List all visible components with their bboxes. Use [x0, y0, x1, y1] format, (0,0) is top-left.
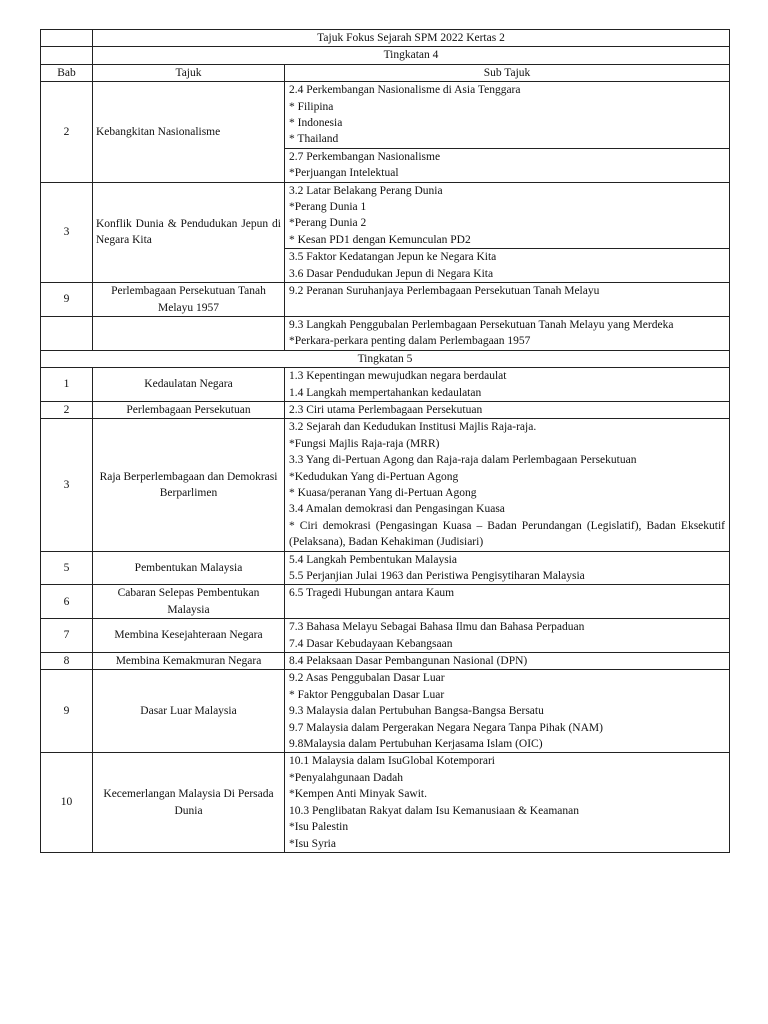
tajuk-cell: Dasar Luar Malaysia	[93, 670, 285, 753]
bab-cell: 9	[41, 670, 93, 753]
sub-tajuk-cell	[285, 316, 730, 350]
sub-tajuk-line: 2.7 Perkembangan Nasionalisme	[289, 150, 441, 163]
bab-cell: 3	[41, 419, 93, 551]
table-row	[41, 401, 730, 418]
section-label-tingkatan-4: Tingkatan 4	[93, 47, 730, 64]
sub-tajuk-line: 8.4 Pelaksaan Dasar Pembangunan Nasional (DPN)	[289, 655, 528, 668]
sub-tajuk-cell	[285, 551, 730, 585]
sub-tajuk-line: * Indonesia	[289, 117, 343, 130]
table-row	[41, 585, 730, 619]
corner-cell	[41, 47, 93, 64]
sub-tajuk-line: *Isu Syria	[289, 837, 336, 850]
tajuk-cell: Perlembagaan Persekutuan Tanah Melayu 1957	[93, 283, 285, 317]
tajuk-cell: Cabaran Selepas Pembentukan Malaysia	[93, 585, 285, 619]
table-row	[41, 619, 730, 653]
section-label-tingkatan-5: Tingkatan 5	[41, 350, 730, 367]
sub-tajuk-cell	[285, 401, 730, 418]
tajuk-cell: Konflik Dunia & Pendudukan Jepun di Negara Kita	[93, 182, 285, 282]
sub-tajuk-line: 1.3 Kepentingan mewujudkan negara berdaulat	[289, 370, 507, 383]
sub-tajuk-line: 9.7 Malaysia dalam Pergerakan Negara Negara Tanpa Pihak (NAM)	[289, 721, 603, 734]
table-row	[41, 653, 730, 670]
sub-tajuk-cell	[285, 753, 730, 852]
tajuk-cell: Membina Kesejahteraan Negara	[93, 619, 285, 653]
sub-tajuk-line: 3.2 Latar Belakang Perang Dunia	[289, 184, 443, 197]
bab-cell: 9	[41, 283, 93, 317]
table-title: Tajuk Fokus Sejarah SPM 2022 Kertas 2	[93, 30, 730, 47]
table-row	[41, 82, 730, 149]
table-row	[41, 316, 730, 350]
sub-tajuk-line: * Kuasa/peranan Yang di-Pertuan Agong	[289, 486, 477, 499]
sub-tajuk-line: 5.5 Perjanjian Julai 1963 dan Peristiwa Pengisytiharan Malaysia	[289, 570, 585, 582]
sub-tajuk-cell	[285, 368, 730, 402]
tingkatan-4-row	[41, 47, 730, 64]
sub-tajuk-line: *Fungsi Majlis Raja-raja (MRR)	[289, 437, 440, 450]
header-sub-tajuk: Sub Tajuk	[285, 64, 730, 81]
tajuk-cell: Kecemerlangan Malaysia Di Persada Dunia	[93, 753, 285, 852]
sub-tajuk-line: 3.2 Sejarah dan Kedudukan Institusi Majlis Raja-raja.	[289, 421, 537, 434]
tajuk-cell	[93, 316, 285, 350]
sub-tajuk-line: 9.3 Malaysia dalan Pertubuhan Bangsa-Bangsa Bersatu	[289, 705, 544, 718]
tajuk-cell: Pembentukan Malaysia	[93, 551, 285, 585]
sub-tajuk-line: * Faktor Penggubalan Dasar Luar	[289, 688, 445, 701]
sub-tajuk-line: 9.8Malaysia dalam Pertubuhan Kerjasama Islam (OIC)	[289, 738, 543, 751]
sub-tajuk-line: 9.3 Langkah Penggubalan Perlembagaan Persekutuan Tanah Melayu yang Merdeka	[289, 318, 674, 331]
table-row	[41, 182, 730, 249]
sub-tajuk-cell	[285, 585, 730, 619]
bab-cell: 2	[41, 401, 93, 418]
bab-cell: 10	[41, 753, 93, 852]
table-row	[41, 551, 730, 585]
corner-cell	[41, 30, 93, 47]
bab-cell: 7	[41, 619, 93, 653]
tajuk-cell: Kebangkitan Nasionalisme	[93, 82, 285, 182]
bab-cell: 3	[41, 182, 93, 282]
tajuk-cell: Raja Berperlembagaan dan Demokrasi Berparlimen	[93, 419, 285, 551]
title-row	[41, 30, 730, 47]
sub-tajuk-line: *Kempen Anti Minyak Sawit.	[289, 788, 427, 801]
sub-tajuk-line: * Thailand	[289, 133, 339, 146]
sub-tajuk-line: 1.4 Langkah mempertahankan kedaulatan	[289, 386, 482, 399]
sub-tajuk-line: *Kedudukan Yang di-Pertuan Agong	[289, 470, 459, 483]
sub-tajuk-line: 7.4 Dasar Kebudayaan Kebangsaan	[289, 637, 453, 650]
sub-tajuk-line: *Isu Palestin	[289, 821, 349, 834]
sub-tajuk-line: 9.2 Asas Penggubalan Dasar Luar	[289, 672, 445, 685]
sub-tajuk-cell	[285, 249, 730, 283]
sub-tajuk-line: *Perang Dunia 1	[289, 201, 367, 214]
sub-tajuk-line: 10.3 Penglibatan Rakyat dalam Isu Kemanusiaan & Keamanan	[289, 804, 579, 817]
sub-tajuk-line: 3.4 Amalan demokrasi dan Pengasingan Kuasa	[289, 503, 505, 516]
sub-tajuk-line: *Perjuangan Intelektual	[289, 167, 399, 180]
sub-tajuk-line: *Perkara-perkara penting dalam Perlembagaan 1957	[289, 335, 531, 348]
sub-tajuk-line: 3.6 Dasar Pendudukan Jepun di Negara Kita	[289, 267, 494, 280]
sub-tajuk-cell	[285, 653, 730, 670]
sub-tajuk-line: *Perang Dunia 2	[289, 217, 367, 230]
bab-cell: 2	[41, 82, 93, 182]
sub-tajuk-line: 10.1 Malaysia dalam IsuGlobal Kotemporari	[289, 755, 495, 768]
sub-tajuk-line: * Kesan PD1 dengan Kemunculan PD2	[289, 233, 471, 246]
topic-table	[40, 29, 730, 853]
tajuk-cell: Perlembagaan Persekutuan	[93, 401, 285, 418]
sub-tajuk-cell	[285, 82, 730, 149]
bab-cell	[41, 316, 93, 350]
bab-cell: 5	[41, 551, 93, 585]
bab-cell: 8	[41, 653, 93, 670]
sub-tajuk-cell	[285, 419, 730, 551]
sub-tajuk-line: * Ciri demokrasi (Pengasingan Kuasa – Badan Perundangan (Legislatif), Badan Eksekutif (Pelaksana), Badan Kehakiman (Judisiari)	[289, 519, 725, 549]
tajuk-cell: Kedaulatan Negara	[93, 368, 285, 402]
table-row	[41, 368, 730, 402]
table-row	[41, 419, 730, 551]
sub-tajuk-cell	[285, 670, 730, 753]
sub-tajuk-line: 2.3 Ciri utama Perlembagaan Persekutuan	[289, 403, 483, 416]
sub-tajuk-line: *Penyalahgunaan Dadah	[289, 771, 404, 784]
header-bab: Bab	[41, 64, 93, 81]
sub-tajuk-cell	[285, 283, 730, 317]
sub-tajuk-line: * Filipina	[289, 100, 334, 113]
sub-tajuk-line: 7.3 Bahasa Melayu Sebagai Bahasa Ilmu dan Bahasa Perpaduan	[289, 621, 585, 634]
bab-cell: 6	[41, 585, 93, 619]
table-row	[41, 283, 730, 317]
sub-tajuk-line: 5.4 Langkah Pembentukan Malaysia	[289, 553, 457, 566]
sub-tajuk-cell	[285, 182, 730, 249]
sub-tajuk-line: 3.3 Yang di-Pertuan Agong dan Raja-raja dalam Perlembagaan Persekutuan	[289, 454, 637, 467]
tajuk-cell: Membina Kemakmuran Negara	[93, 653, 285, 670]
sub-tajuk-line: 6.5 Tragedi Hubungan antara Kaum	[289, 587, 455, 600]
table-row	[41, 753, 730, 852]
table-row	[41, 670, 730, 753]
sub-tajuk-cell	[285, 148, 730, 182]
sub-tajuk-cell	[285, 619, 730, 653]
bab-cell: 1	[41, 368, 93, 402]
sub-tajuk-line: 3.5 Faktor Kedatangan Jepun ke Negara Kita	[289, 251, 497, 264]
document-sheet	[40, 29, 729, 853]
sub-tajuk-line: 9.2 Peranan Suruhanjaya Perlembagaan Persekutuan Tanah Melayu	[289, 285, 600, 298]
sub-tajuk-line: 2.4 Perkembangan Nasionalisme di Asia Tenggara	[289, 84, 521, 97]
header-tajuk: Tajuk	[93, 64, 285, 81]
header-row	[41, 64, 730, 81]
tingkatan-5-row	[41, 350, 730, 367]
